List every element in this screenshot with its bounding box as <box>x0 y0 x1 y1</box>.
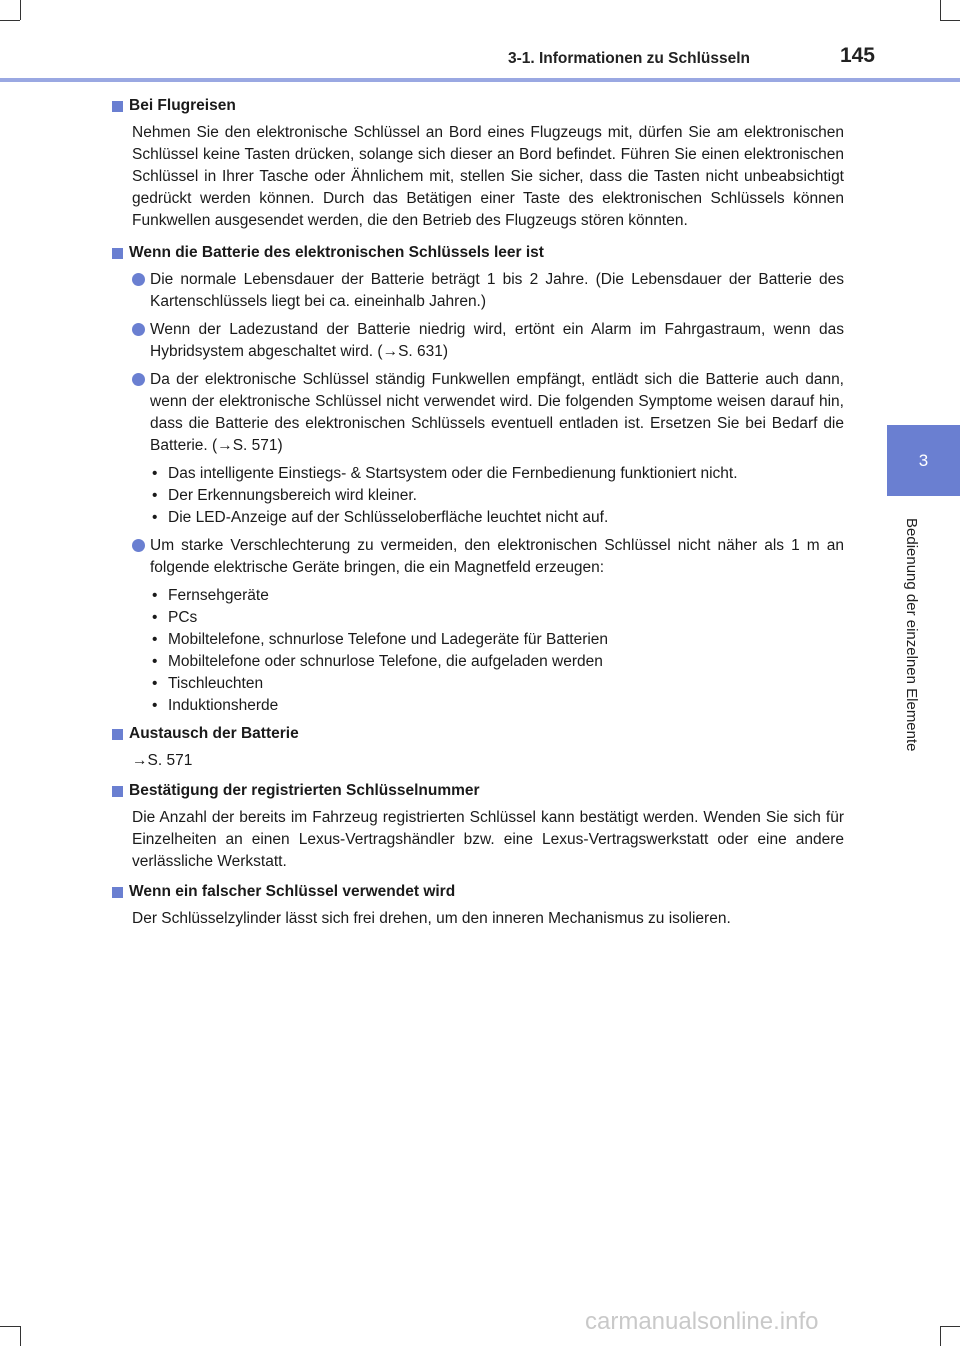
list-item-text: Die normale Lebensdauer der Batterie beträgt 1 bis 2 Jahre. (Die Lebensdauer der Batterie des Kartenschlüssels liegt bei ca. eineinhalb Jahren.) <box>150 271 844 310</box>
list-item-text: Um starke Verschlechterung zu vermeiden, den elektronischen Schlüssel nicht näher als 1 m an folgende elektrische Geräte bringen, die ein Magnetfeld erzeugen: <box>150 537 844 576</box>
square-bullet-icon <box>112 887 123 898</box>
sub-list-item <box>152 607 844 629</box>
chapter-tab: 3 <box>887 425 960 496</box>
list-item <box>112 269 844 313</box>
section-heading <box>112 881 844 903</box>
sub-list-item-text: Das intelligente Einstiegs- & Startsystem oder die Fernbedienung funktioniert nicht. <box>168 465 738 482</box>
crop-mark <box>940 1326 960 1327</box>
sub-list-item <box>152 629 844 651</box>
dot-icon: • <box>152 653 158 670</box>
sub-list-item <box>152 507 844 529</box>
crop-mark <box>0 20 20 21</box>
sub-list-item-text: Tischleuchten <box>168 675 264 692</box>
circle-bullet-icon <box>132 273 145 286</box>
crop-mark <box>0 1326 20 1327</box>
heading-text: Bei Flugreisen <box>129 97 236 114</box>
dot-icon: • <box>152 487 158 504</box>
sub-list-item <box>152 651 844 673</box>
sub-list-item <box>152 463 844 485</box>
symptom-list <box>152 463 844 529</box>
crop-mark <box>940 20 960 21</box>
header-rule <box>0 78 960 82</box>
sub-list-item-text: Fernsehgeräte <box>168 587 269 604</box>
sub-list-item-text: Die LED-Anzeige auf der Schlüsseloberfläche leuchtet nicht auf. <box>168 509 609 526</box>
chapter-label: Bedienung der einzelnen Elemente <box>903 518 920 752</box>
heading-text: Austausch der Batterie <box>129 725 299 742</box>
sub-list-item-text: Der Erkennungsbereich wird kleiner. <box>168 487 417 504</box>
list-item <box>112 319 844 363</box>
sub-list-item <box>152 695 844 717</box>
page-content <box>112 95 844 936</box>
section-heading <box>112 780 844 802</box>
section-flight <box>112 95 844 232</box>
page-number: 145 <box>839 44 875 67</box>
crop-mark <box>940 0 941 20</box>
dot-icon: • <box>152 609 158 626</box>
paragraph: Nehmen Sie den elektronische Schlüssel an Bord eines Flugzeugs mit, dürfen Sie am elektronischen Schlüssel keine Tasten drücken, solange sich dieser an Bord befindet. Führen Sie einen elektronischen Schlüssel in Ihrer Tasche oder Ähnlichem mit, stellen Sie sicher, dass die Tasten nicht unbeabsichtigt gedrückt werden können. Durch das Betätigen einer Taste des elektronischen Schlüssels können Funkwellen ausgesendet werden, die den Betrieb des Flugzeugs stören könnten. <box>132 124 844 229</box>
crop-mark <box>20 1326 21 1346</box>
section-heading <box>112 242 844 264</box>
sub-list-item-text: Induktionsherde <box>168 697 279 714</box>
heading-text: Wenn die Batterie des elektronischen Schlüssels leer ist <box>129 244 544 261</box>
square-bullet-icon <box>112 248 123 259</box>
paragraph: Die Anzahl der bereits im Fahrzeug registrierten Schlüssel kann bestätigt werden. Wenden Sie sich für Einzelheiten an einen Lexus-Vertragshändler bzw. eine Lexus-Vertragswerkstatt oder eine andere verlässliche Werkstatt. <box>132 809 844 870</box>
dot-icon: • <box>152 465 158 482</box>
header-title: 3-1. Informationen zu Schlüsseln <box>507 50 750 67</box>
sub-list-item-text: Mobiltelefone oder schnurlose Telefone, die aufgeladen werden <box>168 653 603 670</box>
circle-bullet-icon <box>132 539 145 552</box>
section-key-number <box>112 780 844 873</box>
square-bullet-icon <box>112 729 123 740</box>
section-heading <box>112 723 844 745</box>
dot-icon: • <box>152 697 158 714</box>
sub-list-item <box>152 585 844 607</box>
dot-icon: • <box>152 587 158 604</box>
dot-icon: • <box>152 631 158 648</box>
watermark: carmanualsonline.info <box>585 1308 819 1335</box>
list-item <box>112 535 844 579</box>
section-battery-replace <box>112 723 844 772</box>
section-battery-empty <box>112 242 844 717</box>
crop-mark <box>940 1326 941 1346</box>
list-item-text: Wenn der Ladezustand der Batterie niedrig wird, ertönt ein Alarm im Fahrgastraum, wenn das Hybridsystem abgeschaltet wird. (→S. 631) <box>150 321 844 360</box>
paragraph: Der Schlüsselzylinder lässt sich frei drehen, um den inneren Mechanismus zu isolieren. <box>132 910 731 927</box>
list-item-text: Da der elektronische Schlüssel ständig Funkwellen empfängt, entlädt sich die Batterie auch dann, wenn der elektronische Schlüssel nicht verwendet wird. Die folgenden Symptome weisen darauf hin, dass die Batterie des elektronischen Schlüssels eventuell entladen ist. Ersetzen Sie bei Bedarf die Batterie. (→S. 571) <box>150 371 844 454</box>
list-item <box>112 369 844 457</box>
section-heading <box>112 95 844 117</box>
circle-bullet-icon <box>132 323 145 336</box>
square-bullet-icon <box>112 786 123 797</box>
square-bullet-icon <box>112 101 123 112</box>
page-reference-link[interactable]: →S. 571 <box>132 752 193 769</box>
heading-text: Wenn ein falscher Schlüssel verwendet wird <box>129 883 456 900</box>
crop-mark <box>20 0 21 20</box>
circle-bullet-icon <box>132 373 145 386</box>
sub-list-item <box>152 673 844 695</box>
section-wrong-key <box>112 881 844 930</box>
device-list <box>152 585 844 717</box>
sub-list-item-text: PCs <box>168 609 198 626</box>
dot-icon: • <box>152 675 158 692</box>
dot-icon: • <box>152 509 158 526</box>
sub-list-item-text: Mobiltelefone, schnurlose Telefone und Ladegeräte für Batterien <box>168 631 609 648</box>
heading-text: Bestätigung der registrierten Schlüsselnummer <box>129 782 480 799</box>
sub-list-item <box>152 485 844 507</box>
